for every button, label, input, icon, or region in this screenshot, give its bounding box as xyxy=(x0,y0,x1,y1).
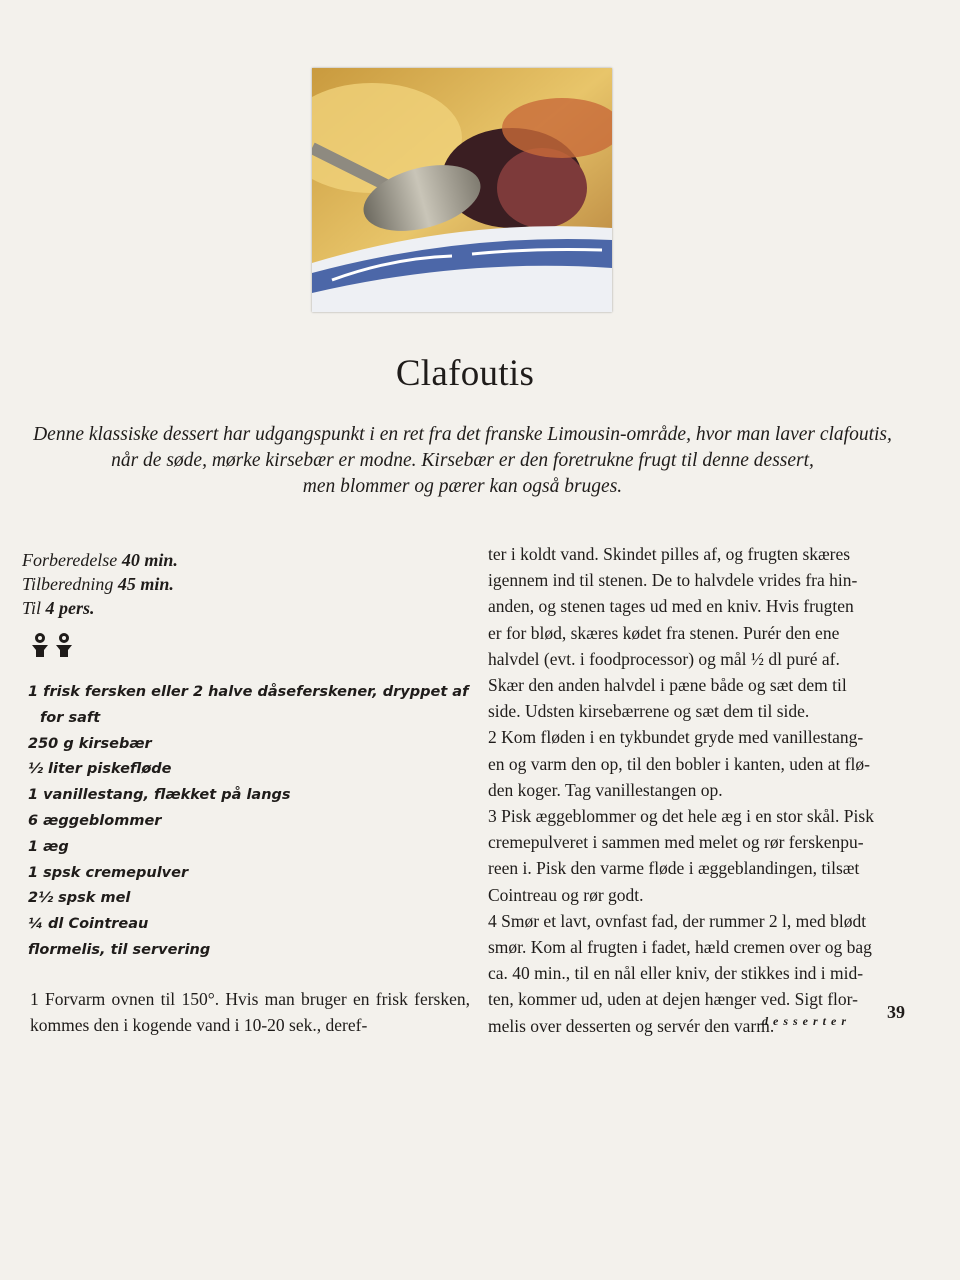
serves-label: Til xyxy=(22,598,42,618)
method-line: igennem ind til stenen. De to halvdele vrides fra hin- xyxy=(488,570,858,591)
intro-line: når de søde, mørke kirsebær er modne. Kirsebær er den foretrukne frugt til denne dessert, xyxy=(111,450,814,471)
ingredient-item: for saft xyxy=(40,709,101,726)
method-line: Cointreau og rør godt. xyxy=(488,884,644,905)
ingredient-item: 6 æggeblommer xyxy=(28,812,162,829)
recipe-intro xyxy=(20,422,905,500)
ingredient-item: 1 vanillestang, flækket på langs xyxy=(28,787,291,804)
method-line: 3 Pisk æggeblommer og det hele æg i en stor skål. Pisk xyxy=(488,806,874,827)
method-line: smør. Kom al frugten i fadet, hæld cremen over og bag xyxy=(488,937,872,958)
intro-line: men blommer og pærer kan også bruges. xyxy=(302,476,623,497)
method-line: er for blød, skæres kødet fra stenen. Purér den ene xyxy=(488,622,840,643)
method-line: ten, kommer ud, uden at dejen hænger ved. Sigt flor- xyxy=(488,989,858,1010)
method-line: 4 Smør et lavt, ovnfast fad, der rummer 2 l, med blødt xyxy=(488,910,867,931)
serves-value: 4 pers. xyxy=(45,598,95,618)
cook-value: 45 min. xyxy=(117,574,174,594)
ingredient-item: 1 æg xyxy=(28,838,69,855)
method-line: ter i koldt vand. Skindet pilles af, og frugten skæres xyxy=(488,544,851,564)
method-line: cremepulveret i sammen med melet og rør ferskenpu- xyxy=(488,832,864,853)
cook-label: Tilberedning xyxy=(22,574,114,594)
person-icon xyxy=(54,632,74,658)
prep-value: 40 min. xyxy=(121,550,178,570)
page-number: 39 xyxy=(887,1002,905,1022)
section-label: desserter xyxy=(762,1014,851,1028)
method-line: side. Udsten kirsebærrene og sæt dem til side. xyxy=(488,701,810,722)
method-step-1-start: 1 Forvarm ovnen til 150°. Hvis man bruger en frisk fersken, kommes den i kogende vand i 10-20 sek., deref- xyxy=(30,989,470,1035)
method-line: ca. 40 min., til en nål eller kniv, der stikkes ind i mid- xyxy=(488,963,864,984)
method-line: melis over desserten og servér den varm. xyxy=(488,1015,775,1036)
ingredient-item: 2½ spsk mel xyxy=(28,890,131,907)
prep-label: Forberedelse xyxy=(22,550,118,570)
recipe-photo xyxy=(312,68,612,312)
ingredient-item: ¼ dl Cointreau xyxy=(28,916,149,933)
ingredients-list xyxy=(28,680,468,964)
recipe-title: Clafoutis xyxy=(395,353,535,394)
method-line: reen i. Pisk den varme fløde i æggeblandingen, tilsæt xyxy=(488,858,860,879)
method-line: anden, og stenen tages ud med en kniv. Hvis frugten xyxy=(488,596,854,617)
method-line: den koger. Tag vanillestangen op. xyxy=(488,779,723,800)
method-line: en og varm den op, til den bobler i kanten, uden at flø- xyxy=(488,753,870,774)
recipe-meta xyxy=(22,548,178,620)
ingredient-item: ½ liter piskefløde xyxy=(28,761,172,778)
method-text xyxy=(488,541,910,1039)
method-line: Skær den anden halvdel i pæne både og sæt dem til xyxy=(488,675,847,696)
serving-icons xyxy=(30,632,74,658)
intro-line: Denne klassiske dessert har udgangspunkt i en ret fra det franske Limousin-område, hvor man laver clafoutis, xyxy=(33,424,892,445)
method-line: 2 Kom fløden i en tykbundet gryde med vanillestang- xyxy=(488,727,864,748)
ingredient-item: 1 frisk fersken eller 2 halve dåseferskener, dryppet af xyxy=(28,684,469,700)
method-line: halvdel (evt. i foodprocessor) og mål ½ dl puré af. xyxy=(488,648,840,669)
ingredient-item: 250 g kirsebær xyxy=(28,735,152,752)
ingredient-item: flormelis, til servering xyxy=(28,941,211,958)
ingredient-item: 1 spsk cremepulver xyxy=(28,864,189,881)
person-icon xyxy=(30,632,50,658)
